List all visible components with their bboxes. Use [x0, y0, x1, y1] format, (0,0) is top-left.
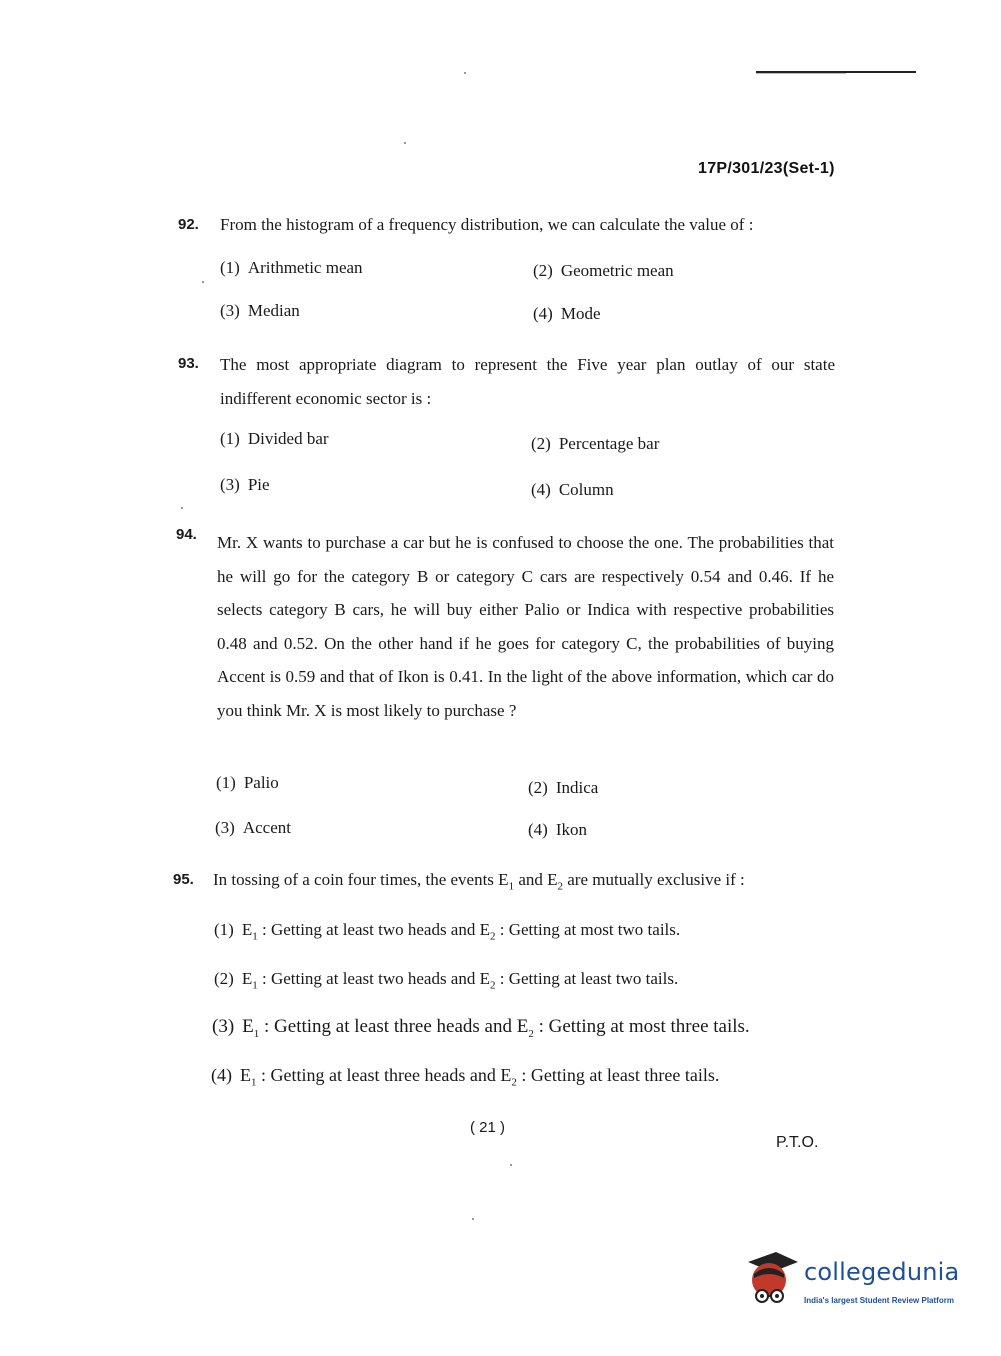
question-number: 95.: [173, 871, 194, 888]
option-2: [214, 969, 678, 991]
scan-speck: [464, 72, 466, 74]
option-text: : Getting at least three heads and E: [259, 1016, 529, 1037]
option-2: [533, 261, 674, 281]
option-number: (2): [533, 261, 553, 280]
subscript: 2: [511, 1076, 517, 1089]
option-number: (3): [220, 301, 240, 320]
question-number: 93.: [178, 355, 199, 372]
option-3: [220, 301, 300, 321]
subscript: 1: [251, 1076, 257, 1089]
subscript: 2: [557, 880, 563, 893]
question-text-part: are mutually exclusive if :: [563, 870, 745, 889]
option-4: [533, 304, 601, 324]
scan-speck: [404, 142, 406, 144]
option-text: : Getting at least two heads and E: [257, 920, 490, 939]
option-number: (4): [533, 304, 553, 323]
option-text: Median: [247, 301, 300, 320]
option-text: : Getting at least two heads and E: [257, 969, 490, 988]
question-text: The most appropriate diagram to represent the Five year plan outlay of our state indifferent economic sector is :: [220, 355, 835, 408]
scan-speck: [510, 1164, 512, 1166]
option-text: : Getting at most three tails.: [533, 1016, 750, 1037]
option-text: Arithmetic mean: [247, 258, 363, 277]
option-text: Mode: [560, 304, 601, 323]
option-text: : Getting at least three heads and E: [256, 1065, 512, 1085]
subscript: 2: [490, 979, 496, 992]
page-number: ( 21 ): [470, 1119, 506, 1136]
option-1: [220, 429, 329, 449]
subscript: 1: [508, 880, 515, 893]
option-number: (3): [212, 1016, 235, 1037]
question-text: From the histogram of a frequency distribution, we can calculate the value of :: [220, 215, 754, 234]
paper-code: 17P/301/23(Set-1): [698, 160, 835, 177]
brand-tagline: India's largest Student Review Platform: [804, 1296, 954, 1305]
option-number: (1): [216, 773, 236, 792]
subscript: 1: [252, 979, 258, 992]
subscript: 2: [490, 930, 496, 943]
question-text-part: In tossing of a coin four times, the events E: [213, 870, 509, 889]
option-1: [216, 773, 279, 793]
option-text: Column: [558, 480, 614, 499]
option-4: [531, 480, 614, 500]
option-2: [528, 778, 598, 798]
option-1: [214, 920, 680, 942]
brand-name: collegedunia: [804, 1258, 960, 1286]
subscript: 2: [528, 1027, 534, 1040]
option-number: (2): [531, 434, 551, 453]
event-label: E: [242, 1016, 254, 1037]
option-text: Divided bar: [247, 429, 329, 448]
option-number: (3): [220, 475, 240, 494]
question-number: 94.: [176, 526, 197, 543]
option-number: (2): [528, 778, 548, 797]
option-2: [531, 434, 659, 454]
pto-label: P.T.O.: [776, 1134, 819, 1151]
option-text: Pie: [247, 475, 270, 494]
option-text: : Getting at least three tails.: [516, 1065, 720, 1085]
question-text: Mr. X wants to purchase a car but he is confused to choose the one. The probabilities that he will go for the category B or category C cars are respectively 0.54 and 0.46. If he selects category B cars, he will buy either Palio or Indica with respective probabilities 0.48 and 0.52. On the other hand if he goes for category C, the probabilities of buying Accent is 0.59 and that of Ikon is 0.41. In the light of the above information, which car do you think Mr. X is most likely to purchase ?: [217, 533, 834, 720]
option-number: (4): [211, 1065, 232, 1085]
scan-speck: [181, 507, 183, 509]
option-text: : Getting at most two tails.: [495, 920, 681, 939]
mascot-icon: [742, 1248, 800, 1310]
option-number: (3): [215, 818, 235, 837]
question-text: [213, 863, 745, 903]
option-text: Accent: [242, 818, 291, 837]
option-3: [212, 1016, 750, 1040]
scan-speck: [472, 1218, 474, 1220]
subscript: 1: [253, 1027, 260, 1040]
header-rule-shadow: [756, 73, 846, 74]
option-number: (1): [220, 429, 240, 448]
option-text: Percentage bar: [558, 434, 660, 453]
option-1: [220, 258, 363, 278]
option-number: (4): [531, 480, 551, 499]
option-number: (4): [528, 820, 548, 839]
question-text-part: and E: [514, 870, 558, 889]
option-number: (2): [214, 969, 234, 988]
subscript: 1: [252, 930, 258, 943]
option-text: : Getting at least two tails.: [495, 969, 679, 988]
option-text: Indica: [555, 778, 599, 797]
collegedunia-logo: [742, 1248, 972, 1318]
event-label: E: [240, 1065, 251, 1085]
option-3: [215, 818, 291, 838]
option-3: [220, 475, 270, 495]
option-number: (1): [214, 920, 234, 939]
option-text: Palio: [243, 773, 279, 792]
event-label: E: [241, 920, 253, 939]
option-text: Geometric mean: [560, 261, 674, 280]
option-number: (1): [220, 258, 240, 277]
option-4: [528, 820, 587, 840]
event-label: E: [241, 969, 253, 988]
scan-speck: [202, 281, 204, 283]
question-number: 92.: [178, 216, 199, 233]
option-4: [211, 1065, 719, 1089]
option-text: Ikon: [555, 820, 587, 839]
